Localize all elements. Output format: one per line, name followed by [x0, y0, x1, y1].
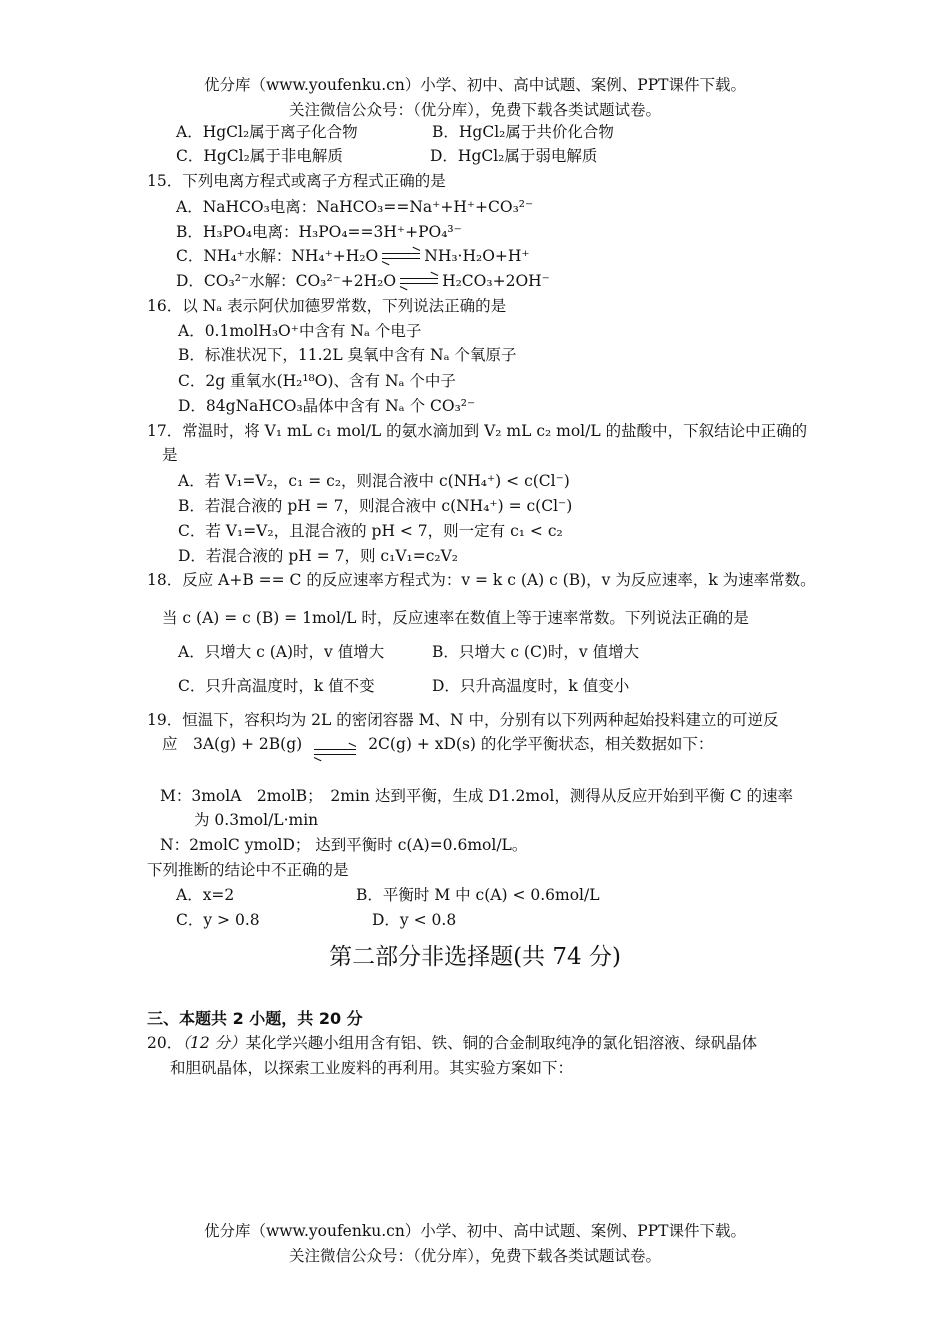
q16-option-b: B．标准状况下，11.2L 臭氧中含有 Nₐ 个氧原子 [178, 346, 517, 364]
q15-option-d [176, 271, 550, 291]
q14-option-b: B．HgCl₂属于共价化合物 [432, 123, 614, 141]
q17-stem-line-1: 17．常温时，将 V₁ mL c₁ mol/L 的氨水滴加到 V₂ mL c₂ mol/L 的盐酸中，下叙结论中正确的 [147, 422, 808, 440]
q16-stem: 16．以 Nₐ 表示阿伏加德罗常数，下列说法正确的是 [147, 297, 507, 315]
equilibrium-arrow-icon [314, 747, 356, 759]
header-line-1: 优分库（www.youfenku.cn）小学、初中、高中试题、案例、PPT课件下载。 [203, 76, 747, 94]
q15-option-c-left: C．NH₄⁺水解：NH₄⁺+H₂O [176, 247, 379, 265]
q16-option-c: C．2g 重氧水(H₂¹⁸O)、含有 Nₐ 个中子 [178, 372, 456, 390]
q19-n-condition: N：2molC ymolD； 达到平衡时 c(A)=0.6mol/L。 [160, 836, 528, 854]
q14-option-c: C．HgCl₂属于非电解质 [176, 147, 343, 165]
q19-option-b: B．平衡时 M 中 c(A) < 0.6mol/L [356, 886, 600, 904]
q16-option-d: D．84gNaHCO₃晶体中含有 Nₐ 个 CO₃²⁻ [178, 397, 476, 415]
q18-stem-line-1: 18．反应 A+B == C 的反应速率方程式为：v = k c (A) c (B)，v 为反应速率，k 为速率常数。 [147, 571, 816, 589]
q20-line-2: 和胆矾晶体，以探索工业废料的再利用。其实验方案如下： [170, 1059, 574, 1077]
q18-option-c: C．只升高温度时，k 值不变 [178, 677, 375, 695]
q19-products: 2C(g) + xD(s) 的化学平衡状态，相关数据如下： [368, 735, 714, 753]
header-line-2: 关注微信公众号：（优分库），免费下载各类试题试卷。 [288, 101, 661, 119]
q14-option-a: A．HgCl₂属于离子化合物 [176, 123, 358, 141]
q19-m-condition: M：3molA 2molB； 2min 达到平衡，生成 D1.2mol，测得从反应开始到平衡 C 的速率 [160, 787, 794, 805]
q15-option-c [176, 246, 530, 266]
q15-option-d-left: D．CO₃²⁻水解：CO₃²⁻+2H₂O [176, 272, 397, 290]
q15-stem: 15．下列电离方程式或离子方程式正确的是 [147, 172, 446, 190]
q19-option-c: C．y > 0.8 [176, 911, 260, 929]
q14-option-d: D．HgCl₂属于弱电解质 [430, 147, 598, 165]
q19-stem-line-2 [162, 734, 713, 754]
q17-option-b: B．若混合液的 pH = 7，则混合液中 c(NH₄⁺) = c(Cl⁻) [178, 497, 573, 515]
q15-option-c-right: NH₃·H₂O+H⁺ [424, 247, 530, 265]
q20-text-1: 某化学兴趣小组用含有铝、铁、铜的合金制取纯净的氯化铝溶液、绿矾晶体 [245, 1034, 758, 1052]
q17-stem-line-2: 是 [162, 446, 178, 464]
q18-option-d: D．只升高温度时，k 值变小 [432, 677, 630, 695]
q15-option-d-right: H₂CO₃+2OH⁻ [442, 272, 550, 290]
q16-option-a: A．0.1molH₃O⁺中含有 Nₐ 个电子 [178, 322, 422, 340]
footer-line-2: 关注微信公众号：（优分库），免费下载各类试题试卷。 [288, 1247, 661, 1265]
q19-reactants: 应 3A(g) + 2B(g) [162, 735, 303, 753]
q17-option-d: D．若混合液的 pH = 7，则 c₁V₁=c₂V₂ [178, 547, 459, 565]
q19-m-rate: 为 0.3mol/L·min [194, 811, 319, 829]
q17-option-a: A．若 V₁=V₂，c₁ = c₂，则混合液中 c(NH₄⁺) < c(Cl⁻) [178, 472, 570, 490]
q19-option-d: D．y < 0.8 [372, 911, 457, 929]
q19-stem-line-1: 19．恒温下，容积均为 2L 的密闭容器 M、N 中，分别有以下列两种起始投料建立的可逆反 [147, 711, 779, 729]
q18-option-b: B．只增大 c (C)时，v 值增大 [432, 643, 640, 661]
q17-option-c: C．若 V₁=V₂，且混合液的 pH < 7，则一定有 c₁ < c₂ [178, 522, 563, 540]
q20-line-1 [147, 1033, 757, 1053]
q15-option-b: B．H₃PO₄电离：H₃PO₄==3H⁺+PO₄³⁻ [176, 223, 462, 241]
q20-number: 20． [147, 1034, 183, 1052]
q20-score: （12 分） [182, 1034, 246, 1052]
q19-option-a: A．x=2 [176, 886, 235, 904]
q18-option-a: A．只增大 c (A)时，v 值增大 [178, 643, 385, 661]
q19-question: 下列推断的结论中不正确的是 [147, 861, 349, 879]
q15-option-a: A．NaHCO₃电离：NaHCO₃==Na⁺+H⁺+CO₃²⁻ [176, 198, 534, 216]
q18-stem-line-2: 当 c (A) = c (B) = 1mol/L 时，反应速率在数值上等于速率常数。下列说法正确的是 [162, 609, 749, 627]
equilibrium-arrow-icon [382, 251, 420, 263]
part-two-title: 第二部分非选择题(共 74 分) [329, 944, 621, 970]
footer-line-1: 优分库（www.youfenku.cn）小学、初中、高中试题、案例、PPT课件下载。 [203, 1222, 747, 1240]
section-three-title: 三、本题共 2 小题，共 20 分 [147, 1009, 363, 1028]
equilibrium-arrow-icon [400, 276, 438, 288]
